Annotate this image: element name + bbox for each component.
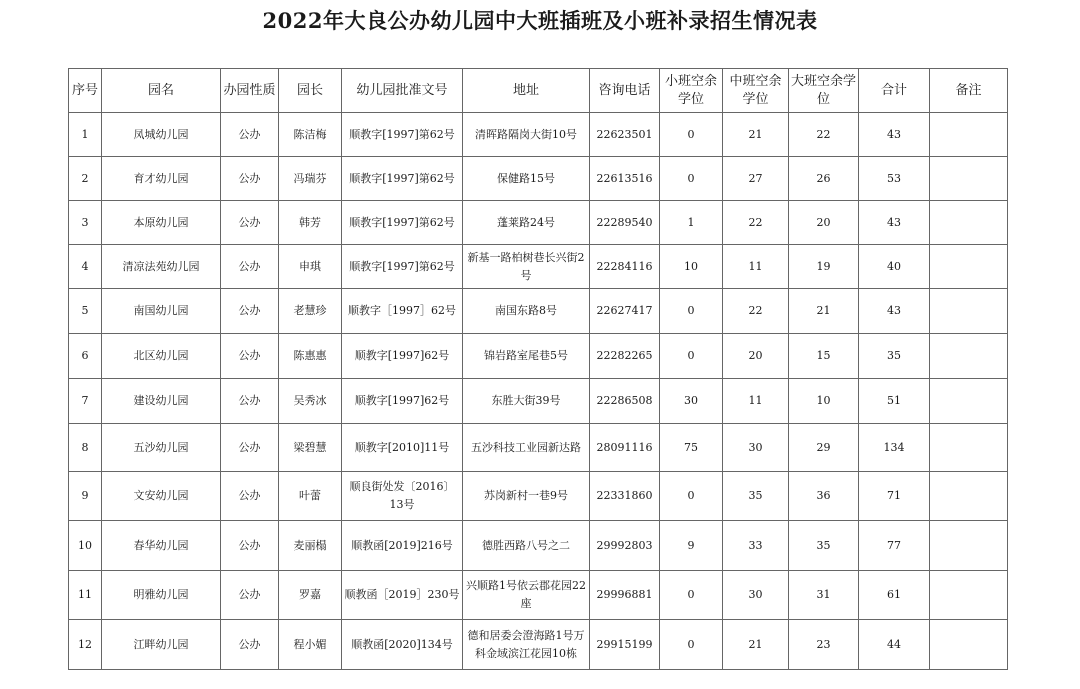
cell-middle: 30 — [723, 424, 789, 472]
cell-small: 0 — [660, 113, 723, 157]
cell-approval: 顺教函[2020]134号 — [342, 620, 463, 670]
cell-name: 清凉法苑幼儿园 — [102, 245, 221, 289]
cell-phone: 22289540 — [590, 201, 660, 245]
table-header-row — [69, 69, 1008, 113]
cell-no: 7 — [69, 379, 102, 424]
cell-approval: 顺教字[1997]62号 — [342, 334, 463, 379]
cell-phone: 22623501 — [590, 113, 660, 157]
cell-name: 凤城幼儿园 — [102, 113, 221, 157]
header-name: 园名 — [102, 69, 221, 113]
cell-approval: 顺良街处发〔2016〕13号 — [342, 472, 463, 521]
header-nature: 办园性质 — [221, 69, 279, 113]
cell-phone: 22627417 — [590, 289, 660, 334]
cell-total: 44 — [859, 620, 930, 670]
cell-remark — [930, 245, 1008, 289]
cell-small: 0 — [660, 472, 723, 521]
cell-approval: 顺教字[1997]第62号 — [342, 113, 463, 157]
cell-no: 5 — [69, 289, 102, 334]
cell-phone: 22282265 — [590, 334, 660, 379]
cell-total: 35 — [859, 334, 930, 379]
cell-principal: 陈惠惠 — [279, 334, 342, 379]
cell-no: 4 — [69, 245, 102, 289]
cell-total: 51 — [859, 379, 930, 424]
header-address: 地址 — [463, 69, 590, 113]
cell-no: 10 — [69, 521, 102, 571]
table-row — [69, 571, 1008, 620]
cell-address: 新基一路柏树巷长兴街2号 — [463, 245, 590, 289]
cell-remark — [930, 379, 1008, 424]
cell-approval: 顺教字［1997］62号 — [342, 289, 463, 334]
cell-small: 0 — [660, 334, 723, 379]
cell-no: 3 — [69, 201, 102, 245]
cell-large: 15 — [789, 334, 859, 379]
cell-large: 19 — [789, 245, 859, 289]
cell-approval: 顺教字[1997]62号 — [342, 379, 463, 424]
cell-middle: 22 — [723, 201, 789, 245]
cell-remark — [930, 289, 1008, 334]
header-approval: 幼儿园批准文号 — [342, 69, 463, 113]
cell-middle: 35 — [723, 472, 789, 521]
cell-address: 蓬莱路24号 — [463, 201, 590, 245]
table-row — [69, 245, 1008, 289]
cell-small: 30 — [660, 379, 723, 424]
cell-total: 43 — [859, 201, 930, 245]
cell-approval: 顺教字[1997]第62号 — [342, 245, 463, 289]
page-title: 2022年大良公办幼儿园中大班插班及小班补录招生情况表 — [262, 8, 818, 33]
cell-total: 43 — [859, 113, 930, 157]
cell-phone: 22331860 — [590, 472, 660, 521]
cell-total: 61 — [859, 571, 930, 620]
cell-no: 11 — [69, 571, 102, 620]
cell-address: 德胜西路八号之二 — [463, 521, 590, 571]
cell-nature: 公办 — [221, 201, 279, 245]
table-row — [69, 472, 1008, 521]
table-row — [69, 157, 1008, 201]
cell-principal: 梁碧慧 — [279, 424, 342, 472]
cell-principal: 冯瑞芬 — [279, 157, 342, 201]
cell-nature: 公办 — [221, 334, 279, 379]
table-row — [69, 620, 1008, 670]
cell-nature: 公办 — [221, 289, 279, 334]
cell-principal: 申琪 — [279, 245, 342, 289]
cell-total: 53 — [859, 157, 930, 201]
table-row — [69, 379, 1008, 424]
cell-small: 0 — [660, 289, 723, 334]
cell-phone: 29996881 — [590, 571, 660, 620]
cell-approval: 顺教函[2019]216号 — [342, 521, 463, 571]
cell-principal: 麦丽榻 — [279, 521, 342, 571]
cell-total: 40 — [859, 245, 930, 289]
header-no: 序号 — [69, 69, 102, 113]
header-middle: 中班空余学位 — [723, 69, 789, 113]
cell-middle: 11 — [723, 245, 789, 289]
cell-phone: 28091116 — [590, 424, 660, 472]
cell-name: 春华幼儿园 — [102, 521, 221, 571]
cell-address: 德和居委会澄海路1号万科金域滨江花园10栋 — [463, 620, 590, 670]
table-row — [69, 113, 1008, 157]
cell-approval: 顺教字[1997]第62号 — [342, 157, 463, 201]
table-row — [69, 424, 1008, 472]
cell-approval: 顺教字[2010]11号 — [342, 424, 463, 472]
cell-middle: 33 — [723, 521, 789, 571]
cell-large: 10 — [789, 379, 859, 424]
cell-approval: 顺教函［2019］230号 — [342, 571, 463, 620]
header-remark: 备注 — [930, 69, 1008, 113]
cell-name: 南国幼儿园 — [102, 289, 221, 334]
table-row — [69, 289, 1008, 334]
cell-middle: 22 — [723, 289, 789, 334]
table-row — [69, 521, 1008, 571]
cell-address: 兴顺路1号依云郡花园22座 — [463, 571, 590, 620]
cell-no: 2 — [69, 157, 102, 201]
cell-principal: 老慧珍 — [279, 289, 342, 334]
cell-principal: 韩芳 — [279, 201, 342, 245]
cell-name: 五沙幼儿园 — [102, 424, 221, 472]
cell-total: 77 — [859, 521, 930, 571]
cell-principal: 陈洁梅 — [279, 113, 342, 157]
cell-address: 东胜大街39号 — [463, 379, 590, 424]
header-large: 大班空余学位 — [789, 69, 859, 113]
cell-nature: 公办 — [221, 521, 279, 571]
cell-address: 清晖路隔岗大街10号 — [463, 113, 590, 157]
cell-no: 12 — [69, 620, 102, 670]
cell-middle: 30 — [723, 571, 789, 620]
cell-name: 北区幼儿园 — [102, 334, 221, 379]
cell-nature: 公办 — [221, 472, 279, 521]
cell-large: 29 — [789, 424, 859, 472]
cell-phone: 22613516 — [590, 157, 660, 201]
cell-remark — [930, 157, 1008, 201]
cell-name: 明雅幼儿园 — [102, 571, 221, 620]
header-phone: 咨询电话 — [590, 69, 660, 113]
cell-nature: 公办 — [221, 620, 279, 670]
header-small: 小班空余学位 — [660, 69, 723, 113]
cell-name: 本原幼儿园 — [102, 201, 221, 245]
cell-remark — [930, 521, 1008, 571]
cell-phone: 29915199 — [590, 620, 660, 670]
cell-middle: 11 — [723, 379, 789, 424]
cell-remark — [930, 201, 1008, 245]
cell-remark — [930, 571, 1008, 620]
cell-small: 10 — [660, 245, 723, 289]
cell-approval: 顺教字[1997]第62号 — [342, 201, 463, 245]
cell-nature: 公办 — [221, 113, 279, 157]
cell-no: 1 — [69, 113, 102, 157]
cell-name: 文安幼儿园 — [102, 472, 221, 521]
cell-large: 21 — [789, 289, 859, 334]
cell-large: 22 — [789, 113, 859, 157]
cell-middle: 27 — [723, 157, 789, 201]
cell-middle: 20 — [723, 334, 789, 379]
cell-principal: 程小媚 — [279, 620, 342, 670]
cell-total: 134 — [859, 424, 930, 472]
cell-name: 育才幼儿园 — [102, 157, 221, 201]
cell-principal: 罗嘉 — [279, 571, 342, 620]
cell-small: 9 — [660, 521, 723, 571]
cell-name: 江畔幼儿园 — [102, 620, 221, 670]
cell-total: 43 — [859, 289, 930, 334]
header-total: 合计 — [859, 69, 930, 113]
cell-address: 五沙科技工业园新达路 — [463, 424, 590, 472]
cell-address: 南国东路8号 — [463, 289, 590, 334]
cell-principal: 吴秀冰 — [279, 379, 342, 424]
table-row — [69, 201, 1008, 245]
cell-middle: 21 — [723, 113, 789, 157]
table-row — [69, 334, 1008, 379]
cell-small: 75 — [660, 424, 723, 472]
enrollment-table — [68, 68, 1008, 670]
cell-large: 23 — [789, 620, 859, 670]
cell-nature: 公办 — [221, 424, 279, 472]
cell-total: 71 — [859, 472, 930, 521]
header-principal: 园长 — [279, 69, 342, 113]
cell-small: 0 — [660, 157, 723, 201]
cell-nature: 公办 — [221, 157, 279, 201]
cell-remark — [930, 113, 1008, 157]
cell-address: 苏岗新村一巷9号 — [463, 472, 590, 521]
cell-small: 0 — [660, 571, 723, 620]
cell-phone: 29992803 — [590, 521, 660, 571]
cell-remark — [930, 334, 1008, 379]
cell-nature: 公办 — [221, 379, 279, 424]
cell-name: 建设幼儿园 — [102, 379, 221, 424]
cell-large: 26 — [789, 157, 859, 201]
cell-large: 35 — [789, 521, 859, 571]
cell-no: 8 — [69, 424, 102, 472]
cell-remark — [930, 472, 1008, 521]
cell-no: 9 — [69, 472, 102, 521]
cell-small: 0 — [660, 620, 723, 670]
cell-phone: 22284116 — [590, 245, 660, 289]
cell-remark — [930, 620, 1008, 670]
cell-nature: 公办 — [221, 571, 279, 620]
cell-address: 锦岩路室尾巷5号 — [463, 334, 590, 379]
cell-large: 36 — [789, 472, 859, 521]
cell-large: 20 — [789, 201, 859, 245]
cell-nature: 公办 — [221, 245, 279, 289]
cell-address: 保健路15号 — [463, 157, 590, 201]
cell-middle: 21 — [723, 620, 789, 670]
cell-principal: 叶蕾 — [279, 472, 342, 521]
cell-no: 6 — [69, 334, 102, 379]
cell-large: 31 — [789, 571, 859, 620]
cell-remark — [930, 424, 1008, 472]
cell-phone: 22286508 — [590, 379, 660, 424]
cell-small: 1 — [660, 201, 723, 245]
